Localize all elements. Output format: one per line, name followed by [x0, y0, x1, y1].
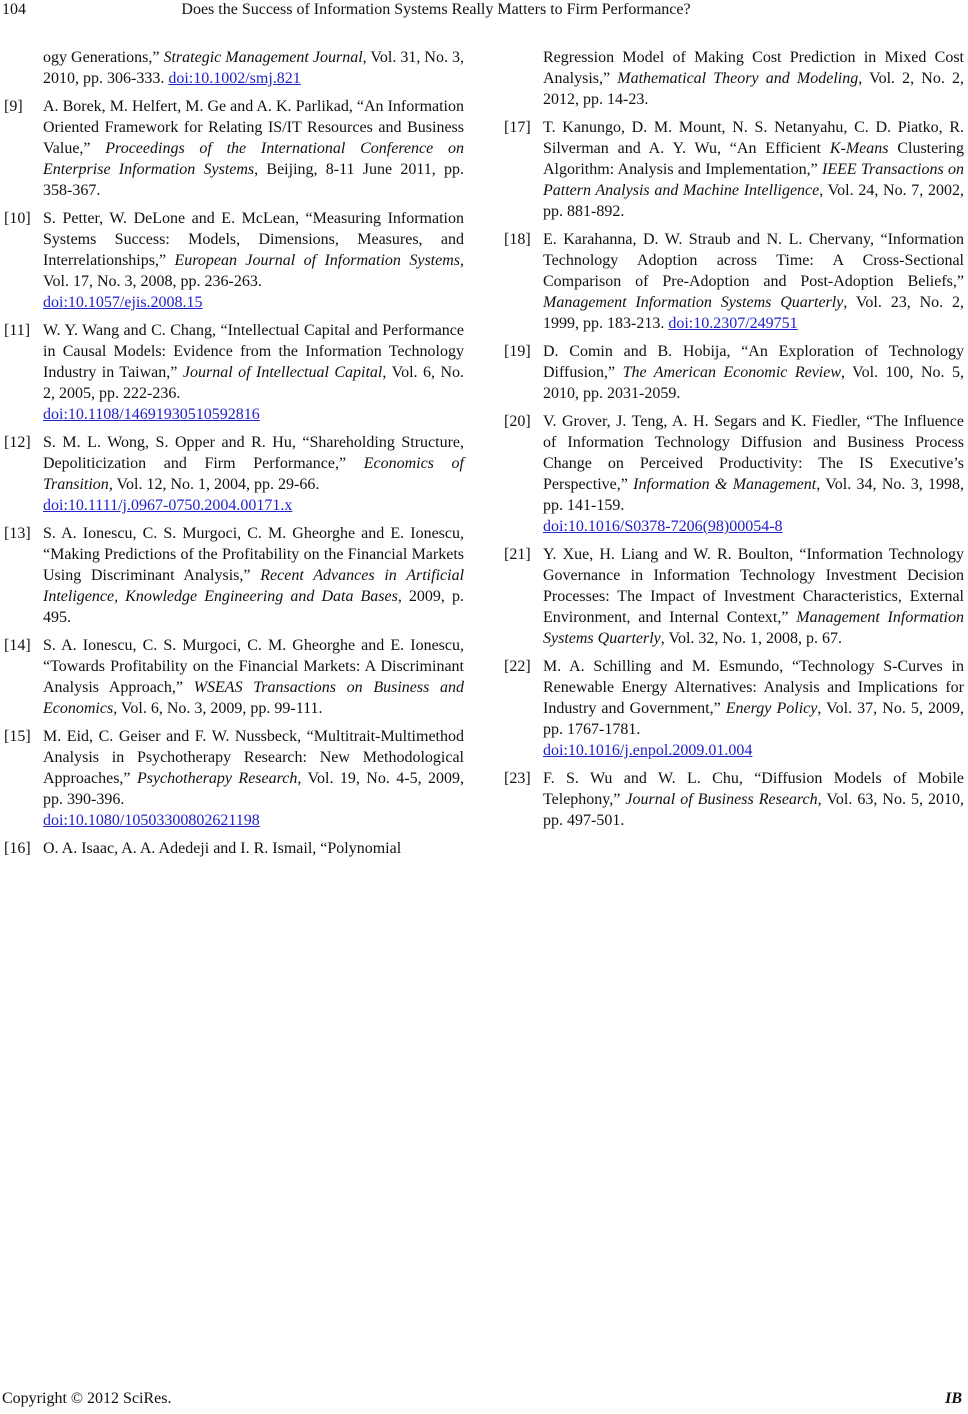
page-footer	[2, 1390, 962, 1408]
reference-entry	[4, 523, 464, 628]
doi-link[interactable]: doi:10.1002/smj.821	[168, 70, 301, 87]
reference-text: S. A. Ionescu, C. S. Murgoci, C. M. Gheorghe and E. Ionescu, “Towards Profitability on the Financial Markets: A Discriminant Analysis Approach,” WSEAS Transactions on Business and Economics, Vol. 6, No. 3, 2009, pp. 99-111.	[43, 637, 464, 717]
reference-entry	[4, 432, 464, 516]
journal-title: Psychotherapy Research	[136, 770, 298, 787]
reference-text: W. Y. Wang and C. Chang, “Intellectual Capital and Performance in Causal Models: Evidence from the Information Technology Industry in Taiwan,” Journal of Intellectual Capital, Vol. 6, No. 2, 2005, pp. 222-236. doi:10.1108/14691930510592816	[43, 322, 465, 423]
references-section	[4, 47, 964, 866]
page-header	[0, 1, 968, 23]
journal-title: Journal of Business Research	[625, 791, 818, 808]
doi-link[interactable]: doi:10.1080/10503300802621198	[43, 812, 260, 829]
reference-text: Y. Xue, H. Liang and W. R. Boulton, “Information Technology Governance in Information Technology Investment Decision Processes: The Impact of Investment Characteristics, External Environment, and Internal Context,” Management Information Systems Quarterly, Vol. 32, No. 1, 2008, p. 67.	[543, 546, 964, 647]
reference-text: T. Kanungo, D. M. Mount, N. S. Netanyahu, C. D. Piatko, R. Silverman and A. Y. Wu, “An Efficient K-Means Clustering Algorithm: Analysis and Implementation,” IEEE Transactions on Pattern Analysis and Machine Intelligence, Vol. 24, No. 7, 2002, pp. 881-892.	[543, 119, 964, 220]
doi-link[interactable]: doi:10.1016/S0378-7206(98)00054-8	[543, 518, 783, 535]
reference-text: Regression Model of Making Cost Prediction in Mixed Cost Analysis,” Mathematical Theory and Modeling, Vol. 2, No. 2, 2012, pp. 14-23.	[543, 49, 965, 108]
reference-entry	[504, 341, 964, 404]
reference-entry	[504, 768, 964, 831]
doi-link[interactable]: doi:10.1111/j.0967-0750.2004.00171.x	[43, 497, 293, 514]
reference-number: [22]	[504, 658, 531, 675]
reference-number: [16]	[4, 840, 31, 857]
reference-entry	[504, 229, 964, 334]
reference-entry	[4, 838, 464, 859]
reference-text: F. S. Wu and W. L. Chu, “Diffusion Models of Mobile Telephony,” Journal of Business Research, Vol. 63, No. 5, 2010, pp. 497-501.	[543, 770, 965, 829]
doi-link[interactable]: doi:10.1016/j.enpol.2009.01.004	[543, 742, 753, 759]
journal-title: Economics of Transition	[43, 455, 464, 493]
journal-title: WSEAS Transactions on Business and Economics	[43, 679, 464, 717]
reference-number: [23]	[504, 770, 531, 787]
reference-text: M. A. Schilling and M. Esmundo, “Technology S-Curves in Renewable Energy Alternatives: Analysis and Implications for Industry and Government,” Energy Policy, Vol. 37, No. 5, 2009, pp. 1767-1781. doi:10.1016/j.enpol.2009.01.004	[543, 658, 965, 759]
copyright-text: Copyright © 2012 SciRes.	[2, 1390, 172, 1407]
reference-number: [18]	[504, 231, 531, 248]
references-column-left	[4, 47, 464, 866]
running-title: Does the Success of Information Systems Really Matters to Firm Performance?	[181, 1, 691, 18]
journal-title: Management Information Systems Quarterly	[543, 294, 844, 311]
journal-title: Strategic Management Journal	[163, 49, 363, 66]
journal-title: The American Economic Review	[622, 364, 842, 381]
reference-text: V. Grover, J. Teng, A. H. Segars and K. Fiedler, “The Influence of Information Technology Diffusion and Business Process Change on Perceived Productivity: The IS Executive’s Perspective,” Information & Management, Vol. 34, No. 3, 1998, pp. 141-159. doi:10.1016/S0378-7206(98)00054-8	[543, 413, 965, 535]
reference-entry	[4, 635, 464, 719]
journal-title: K-Means	[829, 140, 889, 157]
reference-number: [9]	[4, 98, 23, 115]
reference-entry	[504, 544, 964, 649]
journal-abbrev: IB	[945, 1390, 962, 1407]
reference-text: O. A. Isaac, A. A. Adedeji and I. R. Ismail, “Polynomial	[43, 840, 402, 857]
reference-text: S. M. L. Wong, S. Opper and R. Hu, “Shareholding Structure, Depoliticization and Firm Performance,” Economics of Transition, Vol. 12, No. 1, 2004, pp. 29-66. doi:10.1111/j.0967-0750.2004.00171.x	[43, 434, 464, 514]
journal-title: Management Information Systems Quarterly	[543, 609, 964, 647]
reference-text: S. Petter, W. DeLone and E. McLean, “Measuring Information Systems Success: Models, Dimensions, Measures, and Interrelationships,” European Journal of Information Systems, Vol. 17, No. 3, 2008, pp. 236-263. doi:10.1057/ejis.2008.15	[43, 210, 465, 311]
reference-text: M. Eid, C. Geiser and F. W. Nussbeck, “Multitrait-Multimethod Analysis in Psychotherapy Research: New Methodological Approaches,” Psychotherapy Research, Vol. 19, No. 4-5, 2009, pp. 390-396. doi:10.1080/10503300802621198	[43, 728, 465, 829]
reference-number: [13]	[4, 525, 31, 542]
journal-title: Information & Management	[633, 476, 817, 493]
doi-link[interactable]: doi:10.1057/ejis.2008.15	[43, 294, 203, 311]
reference-entry	[504, 117, 964, 222]
reference-entry	[4, 726, 464, 831]
journal-title: Recent Advances in Artificial Inteligence, Knowledge Engineering and Data Bases	[43, 567, 465, 605]
reference-text: E. Karahanna, D. W. Straub and N. L. Chervany, “Information Technology Adoption across Time: A Cross-Sectional Comparison of Pre-Adoption and Post-Adoption Beliefs,” Management Information Systems Quarterly, Vol. 23, No. 2, 1999, pp. 183-213. doi:10.2307/249751	[543, 231, 965, 332]
reference-entry	[4, 320, 464, 425]
reference-number: [15]	[4, 728, 31, 745]
reference-number: [20]	[504, 413, 531, 430]
reference-text: S. A. Ionescu, C. S. Murgoci, C. M. Gheorghe and E. Ionescu, “Making Predictions of the Profitability on the Financial Markets Using Discriminant Analysis,” Recent Advances in Artificial Inteligence, Knowledge Engineering and Data Bases, 2009, p. 495.	[43, 525, 465, 626]
reference-number: [10]	[4, 210, 31, 227]
page-number: 104	[2, 1, 26, 18]
reference-text: A. Borek, M. Helfert, M. Ge and A. K. Parlikad, “An Information Oriented Framework for Relating IS/IT Resources and Business Value,” Proceedings of the International Conference on Enterprise Information Systems, Beijing, 8-11 June 2011, pp. 358-367.	[43, 98, 464, 199]
reference-number: [14]	[4, 637, 31, 654]
reference-number: [12]	[4, 434, 31, 451]
journal-title: European Journal of Information Systems	[174, 252, 461, 269]
journal-title: IEEE Transactions on Pattern Analysis and Machine Intelligence	[543, 161, 964, 199]
references-column-right	[504, 47, 964, 838]
reference-number: [21]	[504, 546, 531, 563]
reference-entry	[504, 411, 964, 537]
reference-number: [19]	[504, 343, 531, 360]
reference-number: [17]	[504, 119, 531, 136]
journal-title: Journal of Intellectual Capital	[182, 364, 383, 381]
reference-entry	[504, 47, 964, 110]
doi-link[interactable]: doi:10.2307/249751	[668, 315, 798, 332]
reference-number: [11]	[4, 322, 31, 339]
journal-title: Proceedings of the International Conference on Enterprise Information Systems	[43, 140, 464, 178]
reference-entry	[504, 656, 964, 761]
reference-entry	[4, 47, 464, 89]
journal-title: Mathematical Theory and Modeling	[617, 70, 859, 87]
reference-text: ogy Generations,” Strategic Management Journal, Vol. 31, No. 3, 2010, pp. 306-333. doi:10.1002/smj.821	[43, 49, 464, 87]
reference-text: D. Comin and B. Hobija, “An Exploration of Technology Diffusion,” The American Economic Review, Vol. 100, No. 5, 2010, pp. 2031-2059.	[543, 343, 964, 402]
reference-entry	[4, 96, 464, 201]
reference-entry	[4, 208, 464, 313]
journal-title: Energy Policy	[725, 700, 818, 717]
doi-link[interactable]: doi:10.1108/14691930510592816	[43, 406, 260, 423]
